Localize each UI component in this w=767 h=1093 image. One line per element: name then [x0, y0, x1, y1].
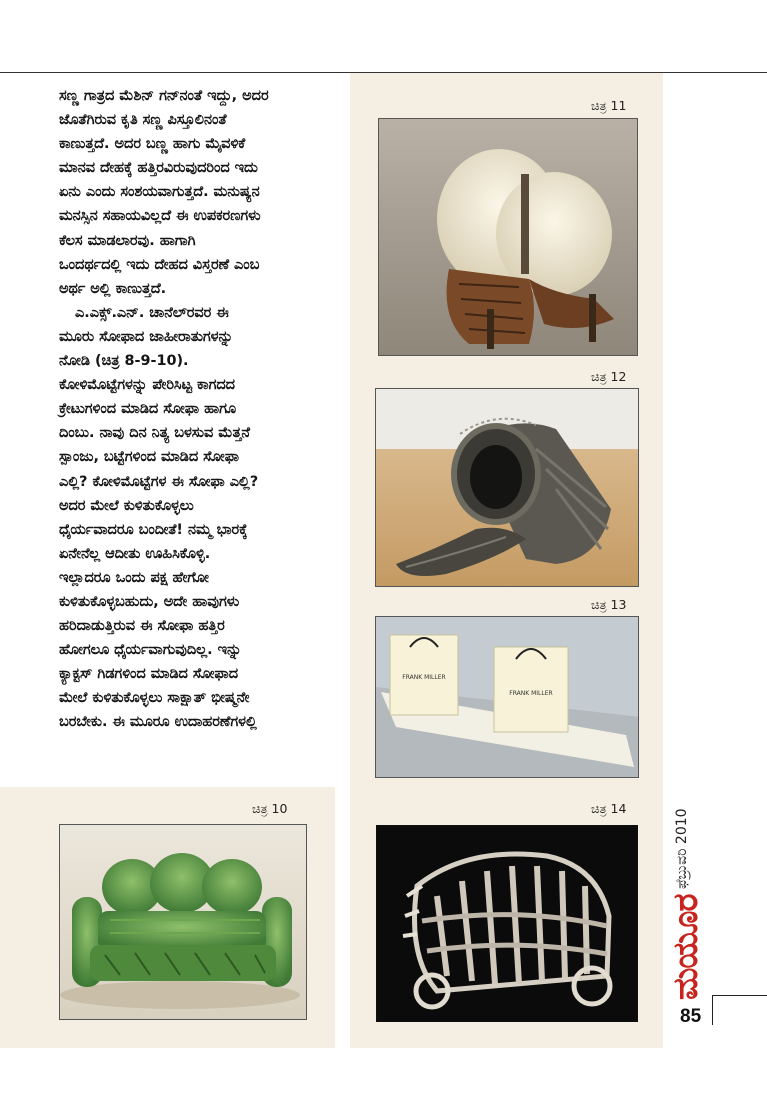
- bag-label-2: FRANK MILLER: [509, 690, 553, 697]
- figure-12-caption: ಚಿತ್ರ 12: [591, 369, 627, 384]
- article-line: ದಿಂಬು. ನಾವು ದಿನ ನಿತ್ಯ ಬಳಸುವ ಮೆತ್ತನೆ: [59, 425, 250, 442]
- page-number-rule: [712, 995, 767, 996]
- page-number-vertical-rule: [712, 995, 713, 1025]
- article-line: ಕ್ರೇಟುಗಳಿಂದ ಮಾಡಿದ ಸೋಫಾ ಹಾಗೂ: [59, 401, 237, 418]
- figure-14-image: [376, 825, 638, 1022]
- article-line: ಅರ್ಥ ಅಲ್ಲಿ ಕಾಣುತ್ತದೆ.: [59, 280, 167, 297]
- article-line: ಅದರ ಮೇಲೆ ಕುಳಿತುಕೊಳ್ಳಲು: [59, 497, 194, 514]
- article-line: ಏನು ಎಂದು ಸಂಶಯವಾಗುತ್ತದೆ. ಮನುಷ್ಯನ: [59, 184, 260, 201]
- magazine-name: ಮಯೂರ: [666, 894, 706, 1000]
- article-line: ಮನಸ್ಸಿನ ಸಹಾಯವಿಲ್ಲದೆ ಈ ಉಪಕರಣಗಳು: [59, 208, 261, 225]
- figure-13-image: [375, 616, 639, 778]
- article-line: ಕೆಲಸ ಮಾಡಲಾರವು. ಹಾಗಾಗಿ: [59, 232, 196, 249]
- issue-date: ಫೆಬ್ರುವರಿ 2010: [674, 808, 690, 889]
- fur-shoes-illustration: [379, 119, 638, 356]
- figure-10-caption: ಚಿತ್ರ 10: [252, 801, 288, 816]
- figure-10-image: [59, 824, 307, 1020]
- shopping-bags-illustration: [376, 617, 639, 778]
- article-line: ಎಲ್ಲಿ? ಕೋಳಿಮೊಟ್ಟೆಗಳ ಈ ಸೋಫಾ ಎಲ್ಲಿ?: [59, 473, 259, 490]
- article-line: ಕಾಣುತ್ತದೆ. ಅದರ ಬಣ್ಣ ಹಾಗು ಮೈವಳಿಕೆ: [59, 136, 246, 153]
- article-line: ಮೇಲೆ ಕುಳಿತುಕೊಳ್ಳಲು ಸಾಕ್ಷಾತ್ ಭೀಷ್ಮನೇ: [59, 690, 250, 707]
- article-line: ಕುಳಿತುಕೊಳ್ಳಬಹುದು, ಅದೇ ಹಾವುಗಳು: [59, 593, 240, 610]
- article-line: ಕ್ಯಾಕ್ಟಸ್ ಗಿಡಗಳಿಂದ ಮಾಡಿದ ಸೋಫಾದ: [59, 666, 238, 683]
- article-line: ಸ್ಪಾಂಜು, ಬಟ್ಟೆಗಳಿಂದ ಮಾಡಿದ ಸೋಫಾ: [59, 449, 240, 466]
- article-line: ಧೈರ್ಯವಾದರೂ ಬಂದೀತೆ! ನಮ್ಮ ಭಾರಕ್ಕೆ: [59, 521, 248, 538]
- article-line: ಮಾನವ ದೇಹಕ್ಕೆ ಹತ್ತಿರವಿರುವುದರಿಂದ ಇದು: [59, 160, 258, 177]
- figure-12-image: [375, 388, 639, 587]
- article-line: ಇಲ್ಲಾದರೂ ಒಂದು ಪಕ್ಷ ಹೇಗೋ: [59, 569, 209, 586]
- basket-sculpture-illustration: [376, 389, 639, 587]
- article-body: [59, 84, 344, 735]
- article-line: ಮೂರು ಸೋಫಾದ ಜಾಹೀರಾತುಗಳನ್ನು: [59, 328, 234, 345]
- bag-label-1: FRANK MILLER: [402, 674, 446, 681]
- figure-13-caption: ಚಿತ್ರ 13: [591, 597, 627, 612]
- figure-11-image: [378, 118, 638, 356]
- article-line: ನೋಡಿ (ಚಿತ್ರ 8-9-10).: [59, 353, 189, 370]
- article-line: ಹೋಗಲೂ ಧೈರ್ಯವಾಗುವುದಿಲ್ಲ. ಇನ್ನು: [59, 642, 242, 659]
- article-line: ಕೋಳಿಮೊಟ್ಟೆಗಳನ್ನು ಪೇರಿಸಿಟ್ಟ ಕಾಗದದ: [59, 377, 235, 394]
- article-line: ಏನೇನೆಲ್ಲ ಆದೀತು ಊಹಿಸಿಕೊಳ್ಳಿ.: [59, 545, 211, 562]
- figure-11-caption: ಚಿತ್ರ 11: [591, 98, 627, 113]
- article-line: ಎ.ಎಕ್ಸ್.ಎನ್. ಚಾನೆಲ್‌ರವರ ಈ: [75, 304, 229, 321]
- article-line: ಬರಬೇಕು. ಈ ಮೂರೂ ಉದಾಹರಣೆಗಳಲ್ಲಿ: [59, 714, 257, 731]
- cactus-sofa-illustration: [60, 825, 307, 1020]
- article-line: ಸಣ್ಣ ಗಾತ್ರದ ಮೆಶಿನ್ ಗನ್‌ನಂತೆ ಇದ್ದು, ಅದರ: [59, 88, 269, 104]
- article-line: ಒಂದರ್ಥದಲ್ಲಿ ಇದು ದೇಹದ ವಿಸ್ತರಣೆ ಎಂಬ: [59, 256, 260, 273]
- page-number: 85: [680, 1006, 702, 1027]
- article-line: ಹರಿದಾಡುತ್ತಿರುವ ಈ ಸೋಫಾ ಹತ್ತಿರ: [59, 618, 225, 635]
- rickshaw-skeleton-illustration: [377, 826, 638, 1022]
- figure-14-caption: ಚಿತ್ರ 14: [591, 801, 627, 816]
- article-line: ಜೊತೆಗಿರುವ ಕೃತಿ ಸಣ್ಣ ಪಿಸ್ತೂಲಿನಂತೆ: [59, 112, 227, 129]
